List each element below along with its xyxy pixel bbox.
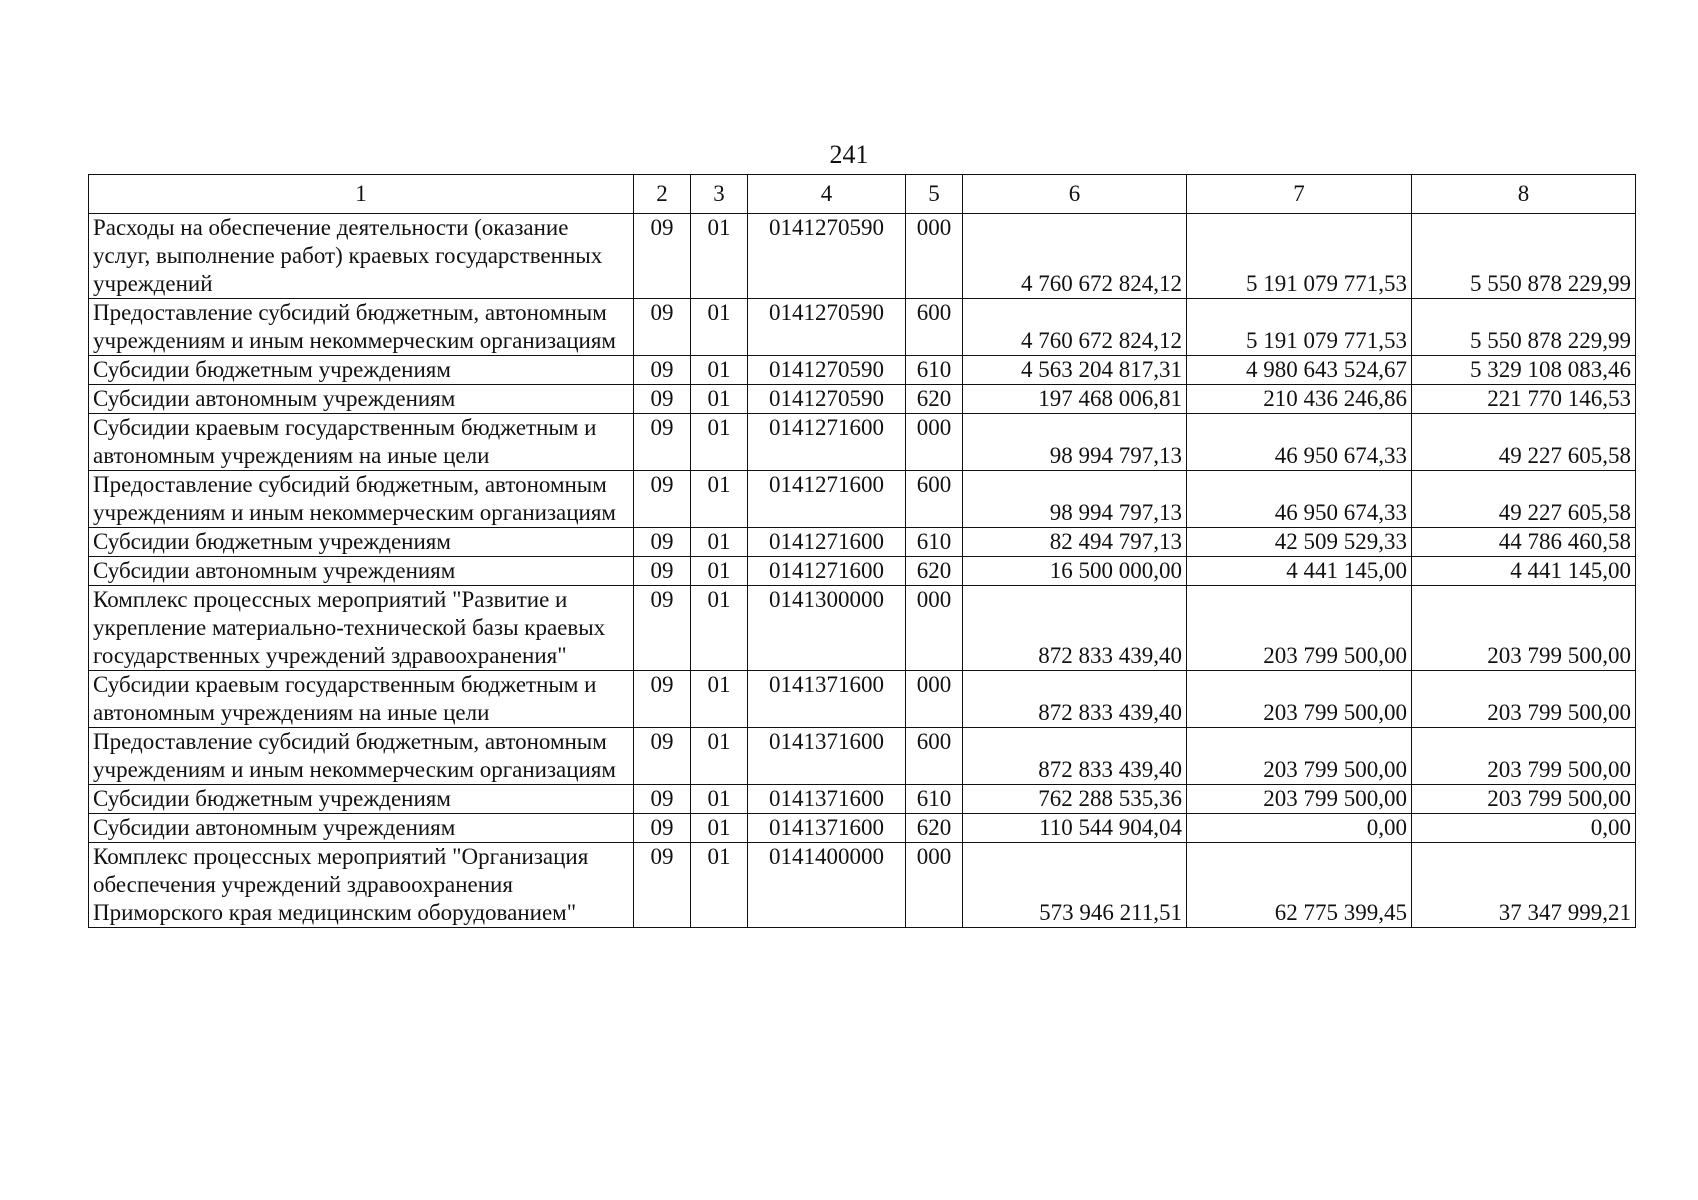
amount-cell-8: 5 550 878 229,99 [1412, 299, 1636, 356]
column-header-4: 4 [748, 175, 906, 214]
row-name-cell: Субсидии бюджетным учреждениям [89, 785, 634, 814]
section-code-cell: 09 [634, 528, 691, 557]
section-code-cell: 09 [634, 356, 691, 385]
column-header-1: 1 [89, 175, 634, 214]
expense-type-cell: 000 [906, 671, 963, 728]
amount-cell-8: 49 227 605,58 [1412, 414, 1636, 471]
expense-type-cell: 600 [906, 728, 963, 785]
amount-cell-6: 4 760 672 824,12 [963, 299, 1187, 356]
amount-cell-7: 46 950 674,33 [1187, 414, 1412, 471]
amount-cell-8: 203 799 500,00 [1412, 728, 1636, 785]
expense-type-cell: 000 [906, 214, 963, 299]
subsection-code-cell: 01 [691, 785, 748, 814]
expense-type-cell: 610 [906, 356, 963, 385]
amount-cell-6: 872 833 439,40 [963, 728, 1187, 785]
amount-cell-7: 203 799 500,00 [1187, 586, 1412, 671]
header-row [89, 175, 1636, 214]
expense-type-cell: 620 [906, 385, 963, 414]
row-name-cell: Субсидии автономным учреждениям [89, 557, 634, 586]
table-row [89, 843, 1636, 928]
amount-cell-8: 203 799 500,00 [1412, 586, 1636, 671]
target-article-cell: 0141300000 [748, 586, 906, 671]
row-name-cell: Субсидии бюджетным учреждениям [89, 528, 634, 557]
amount-cell-8: 4 441 145,00 [1412, 557, 1636, 586]
section-code-cell: 09 [634, 385, 691, 414]
amount-cell-8: 5 550 878 229,99 [1412, 214, 1636, 299]
row-name-cell: Предоставление субсидий бюджетным, автономным учреждениям и иным некоммерческим организациям [89, 728, 634, 785]
column-header-3: 3 [691, 175, 748, 214]
table-row [89, 414, 1636, 471]
column-header-7: 7 [1187, 175, 1412, 214]
amount-cell-8: 203 799 500,00 [1412, 671, 1636, 728]
row-name-cell: Расходы на обеспечение деятельности (оказание услуг, выполнение работ) краевых государственных учреждений [89, 214, 634, 299]
expense-type-cell: 600 [906, 471, 963, 528]
section-code-cell: 09 [634, 214, 691, 299]
expense-type-cell: 600 [906, 299, 963, 356]
subsection-code-cell: 01 [691, 471, 748, 528]
amount-cell-7: 203 799 500,00 [1187, 671, 1412, 728]
section-code-cell: 09 [634, 557, 691, 586]
target-article-cell: 0141271600 [748, 414, 906, 471]
amount-cell-7: 5 191 079 771,53 [1187, 299, 1412, 356]
column-header-2: 2 [634, 175, 691, 214]
row-name-cell: Субсидии краевым государственным бюджетным и автономным учреждениям на иные цели [89, 414, 634, 471]
amount-cell-7: 46 950 674,33 [1187, 471, 1412, 528]
amount-cell-7: 4 441 145,00 [1187, 557, 1412, 586]
table-row [89, 299, 1636, 356]
expense-type-cell: 620 [906, 814, 963, 843]
amount-cell-6: 82 494 797,13 [963, 528, 1187, 557]
target-article-cell: 0141271600 [748, 471, 906, 528]
subsection-code-cell: 01 [691, 414, 748, 471]
expense-type-cell: 610 [906, 528, 963, 557]
table-row [89, 814, 1636, 843]
subsection-code-cell: 01 [691, 814, 748, 843]
subsection-code-cell: 01 [691, 356, 748, 385]
amount-cell-6: 872 833 439,40 [963, 586, 1187, 671]
amount-cell-8: 44 786 460,58 [1412, 528, 1636, 557]
table-row [89, 356, 1636, 385]
target-article-cell: 0141371600 [748, 728, 906, 785]
amount-cell-6: 16 500 000,00 [963, 557, 1187, 586]
expense-type-cell: 000 [906, 414, 963, 471]
amount-cell-7: 5 191 079 771,53 [1187, 214, 1412, 299]
subsection-code-cell: 01 [691, 299, 748, 356]
table-row [89, 214, 1636, 299]
expense-type-cell: 620 [906, 557, 963, 586]
target-article-cell: 0141371600 [748, 814, 906, 843]
section-code-cell: 09 [634, 414, 691, 471]
amount-cell-6: 98 994 797,13 [963, 414, 1187, 471]
subsection-code-cell: 01 [691, 214, 748, 299]
amount-cell-6: 197 468 006,81 [963, 385, 1187, 414]
target-article-cell: 0141271600 [748, 528, 906, 557]
amount-cell-7: 203 799 500,00 [1187, 728, 1412, 785]
table-body [89, 214, 1636, 928]
row-name-cell: Комплекс процессных мероприятий "Развитие и укрепление материально-технической базы краевых государственных учреждений здравоохранения" [89, 586, 634, 671]
amount-cell-8: 221 770 146,53 [1412, 385, 1636, 414]
budget-table [88, 174, 1636, 928]
section-code-cell: 09 [634, 471, 691, 528]
subsection-code-cell: 01 [691, 557, 748, 586]
table-row [89, 785, 1636, 814]
amount-cell-7: 210 436 246,86 [1187, 385, 1412, 414]
target-article-cell: 0141270590 [748, 356, 906, 385]
section-code-cell: 09 [634, 843, 691, 928]
subsection-code-cell: 01 [691, 728, 748, 785]
subsection-code-cell: 01 [691, 586, 748, 671]
amount-cell-7: 4 980 643 524,67 [1187, 356, 1412, 385]
section-code-cell: 09 [634, 785, 691, 814]
amount-cell-7: 203 799 500,00 [1187, 785, 1412, 814]
subsection-code-cell: 01 [691, 528, 748, 557]
column-header-5: 5 [906, 175, 963, 214]
target-article-cell: 0141271600 [748, 557, 906, 586]
table-row [89, 385, 1636, 414]
table-row [89, 671, 1636, 728]
target-article-cell: 0141371600 [748, 785, 906, 814]
target-article-cell: 0141270590 [748, 385, 906, 414]
amount-cell-6: 872 833 439,40 [963, 671, 1187, 728]
subsection-code-cell: 01 [691, 671, 748, 728]
amount-cell-8: 5 329 108 083,46 [1412, 356, 1636, 385]
amount-cell-6: 98 994 797,13 [963, 471, 1187, 528]
expense-type-cell: 000 [906, 586, 963, 671]
section-code-cell: 09 [634, 299, 691, 356]
subsection-code-cell: 01 [691, 843, 748, 928]
section-code-cell: 09 [634, 814, 691, 843]
section-code-cell: 09 [634, 728, 691, 785]
amount-cell-8: 49 227 605,58 [1412, 471, 1636, 528]
target-article-cell: 0141400000 [748, 843, 906, 928]
row-name-cell: Предоставление субсидий бюджетным, автономным учреждениям и иным некоммерческим организациям [89, 471, 634, 528]
row-name-cell: Субсидии автономным учреждениям [89, 385, 634, 414]
table-row [89, 586, 1636, 671]
row-name-cell: Предоставление субсидий бюджетным, автономным учреждениям и иным некоммерческим организациям [89, 299, 634, 356]
expense-type-cell: 000 [906, 843, 963, 928]
column-header-8: 8 [1412, 175, 1636, 214]
table-row [89, 471, 1636, 528]
subsection-code-cell: 01 [691, 385, 748, 414]
row-name-cell: Комплекс процессных мероприятий "Организация обеспечения учреждений здравоохранения Приморского края медицинским оборудованием" [89, 843, 634, 928]
amount-cell-8: 37 347 999,21 [1412, 843, 1636, 928]
amount-cell-7: 0,00 [1187, 814, 1412, 843]
target-article-cell: 0141270590 [748, 214, 906, 299]
table-row [89, 557, 1636, 586]
section-code-cell: 09 [634, 671, 691, 728]
page-number: 241 [829, 140, 869, 169]
amount-cell-8: 0,00 [1412, 814, 1636, 843]
amount-cell-6: 762 288 535,36 [963, 785, 1187, 814]
target-article-cell: 0141270590 [748, 299, 906, 356]
amount-cell-6: 573 946 211,51 [963, 843, 1187, 928]
column-header-6: 6 [963, 175, 1187, 214]
amount-cell-8: 203 799 500,00 [1412, 785, 1636, 814]
row-name-cell: Субсидии автономным учреждениям [89, 814, 634, 843]
target-article-cell: 0141371600 [748, 671, 906, 728]
amount-cell-7: 42 509 529,33 [1187, 528, 1412, 557]
table-row [89, 528, 1636, 557]
table-row [89, 728, 1636, 785]
expense-type-cell: 610 [906, 785, 963, 814]
amount-cell-6: 4 760 672 824,12 [963, 214, 1187, 299]
amount-cell-7: 62 775 399,45 [1187, 843, 1412, 928]
section-code-cell: 09 [634, 586, 691, 671]
row-name-cell: Субсидии краевым государственным бюджетным и автономным учреждениям на иные цели [89, 671, 634, 728]
amount-cell-6: 4 563 204 817,31 [963, 356, 1187, 385]
row-name-cell: Субсидии бюджетным учреждениям [89, 356, 634, 385]
amount-cell-6: 110 544 904,04 [963, 814, 1187, 843]
